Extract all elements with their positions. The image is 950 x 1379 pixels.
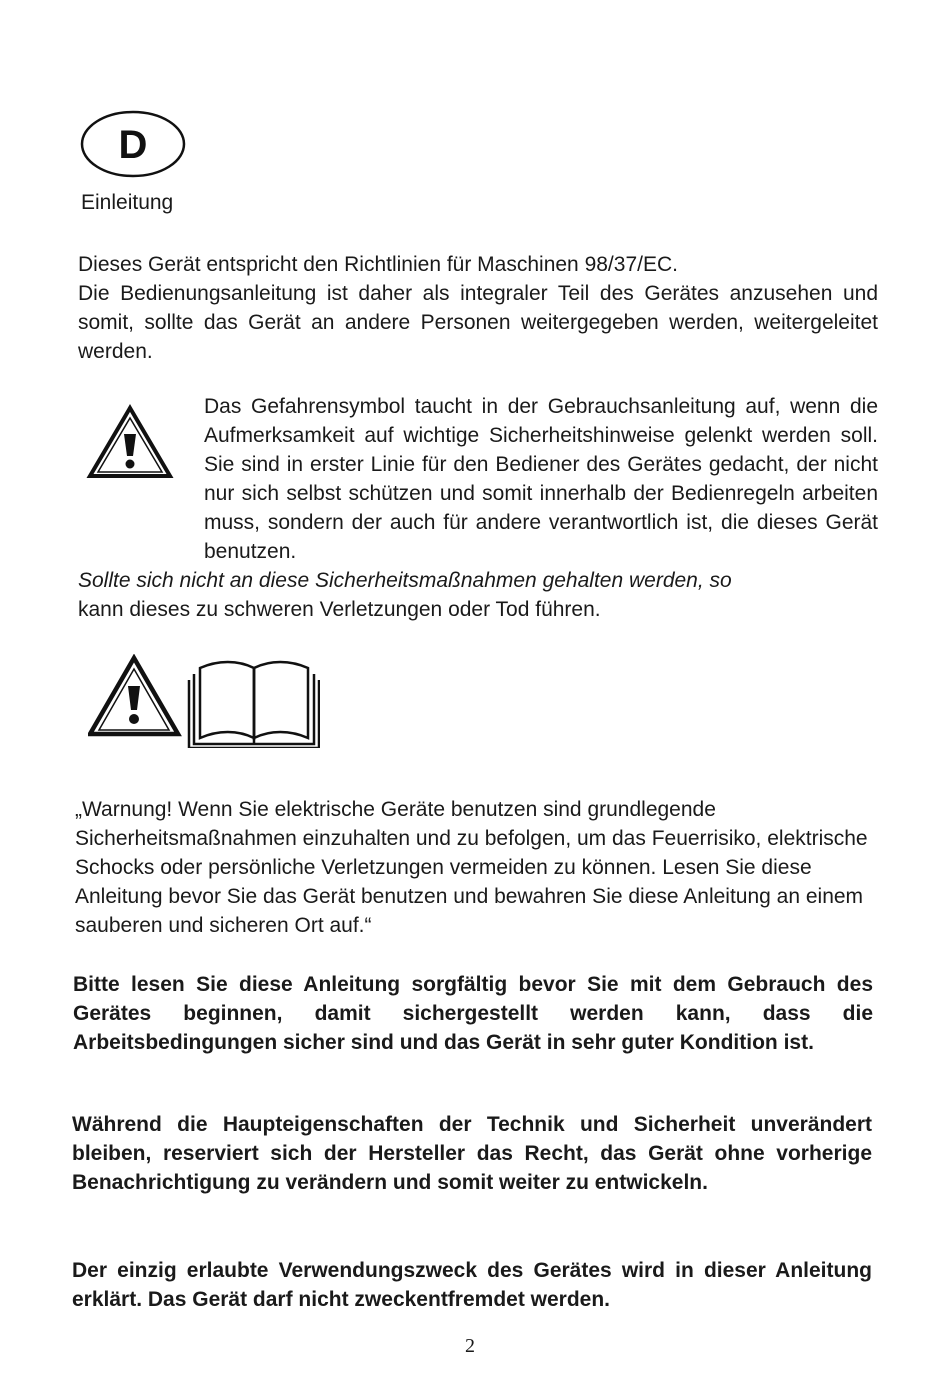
- warning-triangle-icon: [90, 658, 178, 734]
- country-code-text: D: [118, 123, 148, 167]
- manufacturer-rights-text: Während die Haupteigenschaften der Technik und Sicherheit unverändert bleiben, reserviert sich der Hersteller das Recht, das Gerät ohne vorherige Benachrichtigung zu verändern und somit weiter zu entwickeln.: [72, 1113, 872, 1194]
- section-heading: Einleitung: [81, 191, 174, 214]
- page-number: 2: [465, 1335, 475, 1357]
- danger-symbol-block: [78, 392, 878, 624]
- danger-symbol-text: Das Gefahrensymbol taucht in der Gebrauchsanleitung auf, wenn die Aufmerksamkeit auf wichtige Sicherheitshinweise gelenkt werden soll. Sie sind in erster Linie für den Bediener des Gerätes gedacht, der nicht nur sich selbst schützen und somit innerhalb der Bedienregeln arbeiten muss, sondern der auch für andere verantwortlich ist, die dieses Gerät benutzen.: [204, 395, 878, 563]
- intro-manual-text: Die Bedienungsanleitung ist daher als integraler Teil des Gerätes anzusehen und somit, sollte das Gerät an andere Personen weitergegeben werden, weitergeleitet werden.: [78, 282, 878, 363]
- country-code-badge: [80, 108, 186, 180]
- read-carefully-text: Bitte lesen Sie diese Anleitung sorgfältig bevor Sie mit dem Gebrauch des Gerätes beginnen, damit sichergestellt werden kann, dass die Arbeitsbedingungen sicher sind und das Gerät in sehr guter Kondition ist.: [73, 973, 873, 1054]
- intended-use-text: Der einzig erlaubte Verwendungszweck des Gerätes wird in dieser Anleitung erklärt. Das Gerät darf nicht zweckentfremdet werden.: [72, 1259, 872, 1311]
- safety-symbols-row: [88, 654, 320, 748]
- danger-consequence-text-2: kann dieses zu schweren Verletzungen oder Tod führen.: [78, 598, 601, 621]
- warning-quote-text: „Warnung! Wenn Sie elektrische Geräte benutzen sind grundlegende Sicherheitsmaßnahmen einzuhalten und zu befolgen, um das Feuerrisiko, elektrische Schocks oder persönliche Verletzungen vermeiden zu können. Lesen Sie diese Anleitung bevor Sie das Gerät benutzen und bewahren Sie diese Anleitung an einem sauberen und sicheren Ort auf.“: [75, 798, 868, 937]
- open-book-icon: [189, 662, 319, 748]
- intro-directive-text: Dieses Gerät entspricht den Richtlinien für Maschinen 98/37/EC.: [78, 253, 678, 276]
- danger-consequence-text: Sollte sich nicht an diese Sicherheitsmaßnahmen gehalten werden, so: [78, 569, 732, 592]
- intro-block: [78, 250, 878, 366]
